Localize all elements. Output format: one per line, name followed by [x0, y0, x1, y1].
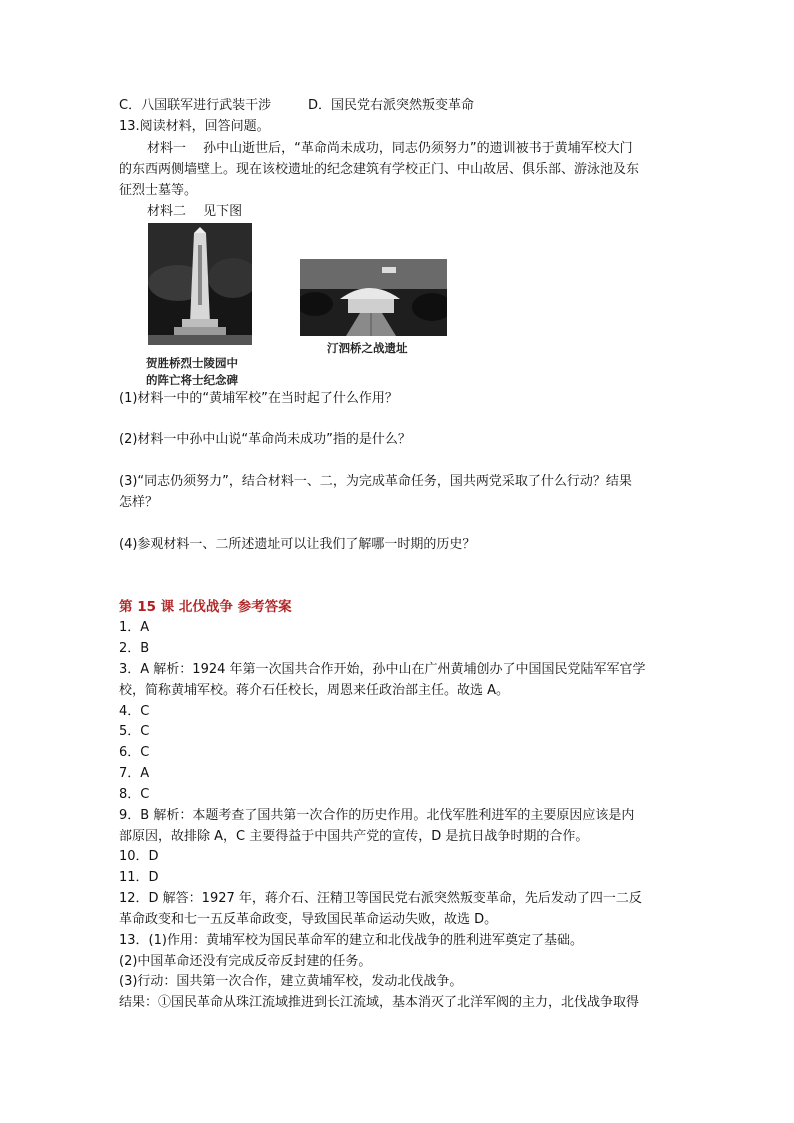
- answer-7: 7．A: [119, 766, 150, 781]
- material-1-line-2: 的东西两侧墙壁上。现在该校遗址的纪念建筑有学校正门、中山故居、俱乐部、游泳池及东: [119, 162, 640, 177]
- monument-illustration: [148, 223, 252, 345]
- answer-3-line-2: 校，简称黄埔军校。蒋介石任校长，周恩来任政治部主任。故选 A。: [119, 683, 510, 698]
- option-d: D．国民党右派突然叛变革命: [308, 98, 475, 113]
- monument-caption-line-2: 的阵亡将士纪念碑: [146, 373, 238, 387]
- sub-question-3-line-1: (3)“同志仍须努力”，结合材料一、二，为完成革命任务，国共两党采取了什么行动？结果: [119, 474, 632, 489]
- battle-site-caption: 汀泗桥之战遗址: [327, 341, 408, 355]
- answer-2: 2．B: [119, 641, 150, 656]
- answer-9-line-1: 9．B 解析：本题考查了国共第一次合作的历史作用。北伐军胜利进军的主要原因应该是内: [119, 808, 635, 823]
- answer-11: 11．D: [119, 870, 159, 885]
- answer-13-part-1: 13．(1)作用：黄埔军校为国民革命军的建立和北伐战争的胜利进军奠定了基础。: [119, 933, 583, 948]
- monument-photo: [148, 223, 252, 345]
- answer-9-line-2: 部原因，故排除 A，C 主要得益于中国共产党的宣传，D 是抗日战争时期的合作。: [119, 829, 589, 844]
- answer-12-line-1: 12．D 解答：1927 年，蒋介石、汪精卫等国民党右派突然叛变革命，先后发动了四一二反: [119, 891, 642, 906]
- answer-10: 10．D: [119, 849, 159, 864]
- answer-3-line-1: 3．A 解析：1924 年第一次国共合作开始，孙中山在广州黄埔创办了中国国民党陆军军官学: [119, 662, 646, 677]
- sub-question-3-line-2: 怎样？: [119, 495, 159, 510]
- sub-question-4: (4)参观材料一、二所述遗址可以让我们了解哪一时期的历史？: [119, 537, 476, 552]
- sub-question-2: (2)材料一中孙中山说“革命尚未成功”指的是什么？: [119, 432, 411, 447]
- answer-4: 4．C: [119, 704, 150, 719]
- answer-13-result: 结果：①国民革命从珠江流域推进到长江流域，基本消灭了北洋军阀的主力，北伐战争取得: [119, 995, 640, 1010]
- answer-5: 5．C: [119, 724, 150, 739]
- material-1-line-3: 征烈士墓等。: [119, 183, 198, 198]
- answer-13-part-3: (3)行动：国共第一次合作，建立黄埔军校，发动北伐战争。: [119, 974, 463, 989]
- answer-key-header: 第 15 课 北伐战争 参考答案: [119, 599, 292, 615]
- option-c: C．八国联军进行武装干涉: [119, 98, 272, 113]
- answer-1: 1．A: [119, 620, 150, 635]
- question-13-intro: 13.阅读材料，回答问题。: [119, 119, 270, 134]
- sub-question-1: (1)材料一中的“黄埔军校”在当时起了什么作用？: [119, 391, 398, 406]
- answer-6: 6．C: [119, 745, 150, 760]
- answer-13-part-2: (2)中国革命还没有完成反帝反封建的任务。: [119, 954, 372, 969]
- material-2-label: 材料二 见下图: [147, 204, 243, 219]
- answer-12-line-2: 革命政变和七一五反革命政变，导致国民革命运动失败，故选 D。: [119, 912, 498, 927]
- monument-caption-line-1: 贺胜桥烈士陵园中: [146, 356, 238, 370]
- material-1-line-1: 材料一 孙中山逝世后，“革命尚未成功，同志仍须努力”的遗训被书于黄埔军校大门: [147, 141, 633, 156]
- battle-site-illustration: [300, 259, 447, 336]
- battle-site-photo: [300, 259, 447, 336]
- answer-8: 8．C: [119, 787, 150, 802]
